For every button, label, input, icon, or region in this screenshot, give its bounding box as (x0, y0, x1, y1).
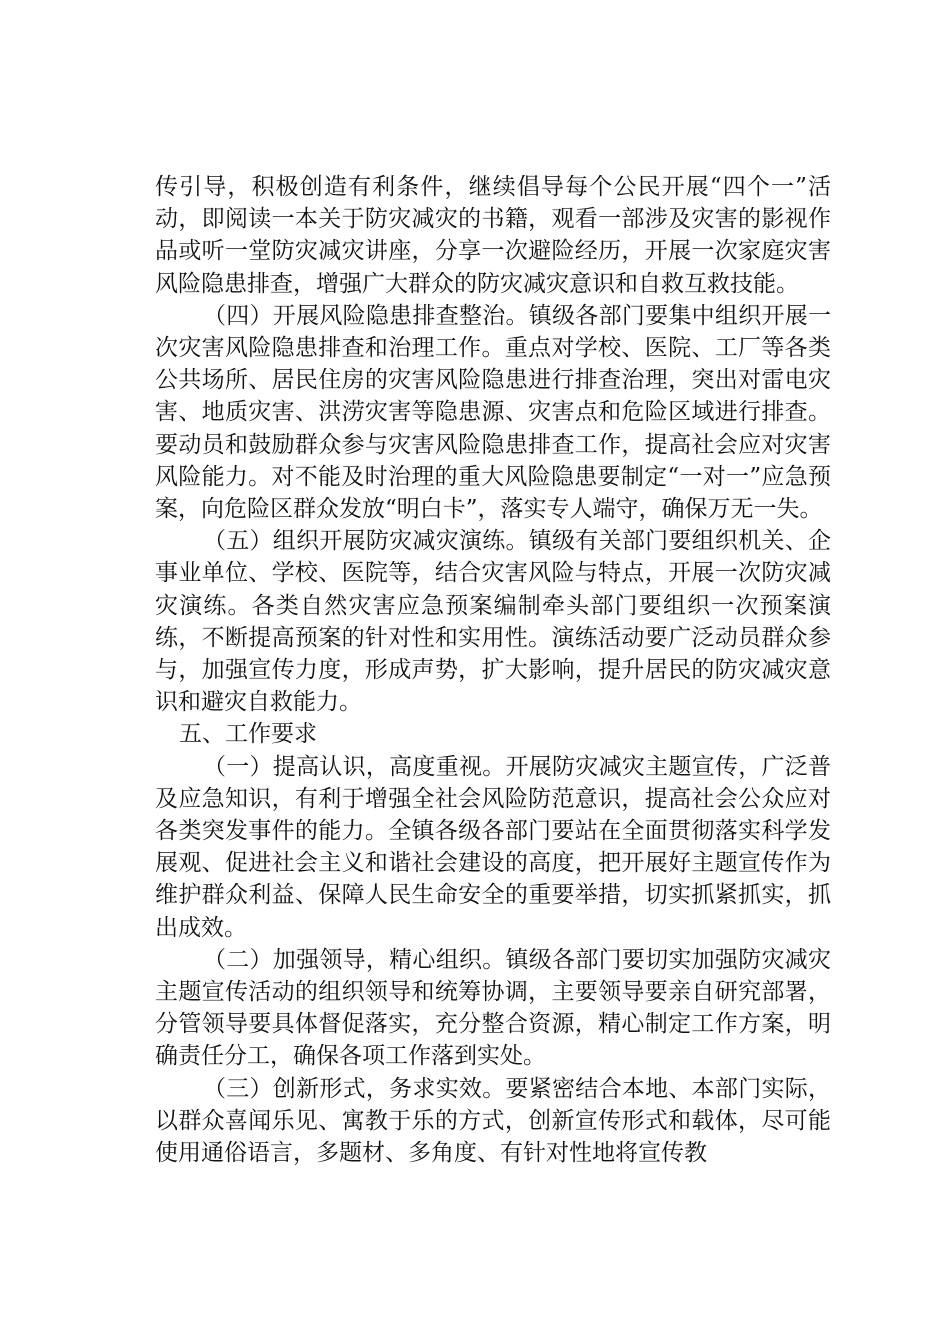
document-body (155, 171, 831, 1169)
paragraph-section-4: （四）开展风险隐患排查整治。镇级各部门要集中组织开展一次灾害风险隐患排查和治理工作。重点对学校、医院、工厂等各类公共场所、居民住房的灾害风险隐患进行排查治理，突出对雷电灾害、地质灾害、洪涝灾害等隐患源、灾害点和危险区域进行排查。要动员和鼓励群众参与灾害风险隐患排查工作，提高社会应对灾害风险能力。对不能及时治理的重大风险隐患要制定“一对一”应急预案，向危险区群众发放“明白卡”，落实专人端守，确保万无一失。 (155, 302, 831, 523)
paragraph-requirement-1: （一）提高认识，高度重视。开展防灾减灾主题宣传，广泛普及应急知识，有利于增强全社会风险防范意识，提高社会公众应对各类突发事件的能力。全镇各级各部门要站在全面贯彻落实科学发展观、促进社会主义和谐社会建设的高度，把开展好主题宣传作为维护群众利益、保障人民生命安全的重要举措，切实抓紧抓实，抓出成效。 (155, 753, 831, 941)
section-heading-work-requirements: 五、工作要求 (179, 721, 317, 748)
paragraph-section-5: （五）组织开展防灾减灾演练。镇级有关部门要组织机关、企事业单位、学校、医院等，结合灾害风险与特点，开展一次防灾减灾演练。各类自然灾害应急预案编制牵头部门要组织一次预案演练，不断提高预案的针对性和实用性。演练活动要广泛动员群众参与，加强宣传力度，形成声势，扩大影响，提升居民的防灾减灾意识和避灾自救能力。 (155, 528, 831, 716)
paragraph-requirement-3: （三）创新形式，务求实效。要紧密结合本地、本部门实际，以群众喜闻乐见、寓教于乐的方式，创新宣传形式和载体，尽可能使用通俗语言，多题材、多角度、有针对性地将宣传教 (155, 1075, 831, 1167)
paragraph-requirement-2: （二）加强领导，精心组织。镇级各部门要切实加强防灾减灾主题宣传活动的组织领导和统筹协调，主要领导要亲自研究部署，分管领导要具体督促落实，充分整合资源，精心制定工作方案，明确责任分工，确保各项工作落到实处。 (155, 946, 831, 1070)
paragraph-continuation: 传引导，积极创造有利条件，继续倡导每个公民开展“四个一”活动，即阅读一本关于防灾减灾的书籍，观看一部涉及灾害的影视作品或听一堂防灾减灾讲座，分享一次避险经历，开展一次家庭灾害风险隐患排查，增强广大群众的防灾减灾意识和自救互救技能。 (155, 174, 831, 297)
